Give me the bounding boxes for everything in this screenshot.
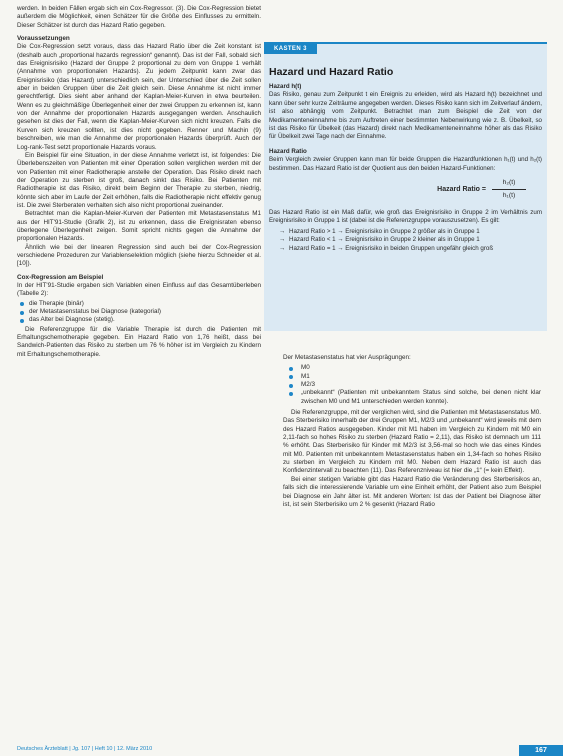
intro-paragraph: werden. In beiden Fällen ergab sich ein Cox-Regressor. (3). Die Cox-Regression bietet außerdem die Möglichkeit, einen Schätzer für die Größe des Einflusses zu ermitteln. Dieser Schätzer ist durch das Hazard Ratio gegeben. [17, 5, 261, 29]
info-box-kasten-3 [264, 42, 547, 331]
list-item: → Hazard Ratio < 1 → Ereignisrisiko in Gruppe 2 kleiner als in Gruppe 1 [279, 236, 480, 244]
hazard-heading: Hazard h(t) [269, 83, 302, 90]
figure-paragraph: Betrachtet man die Kaplan-Meier-Kurven der Patienten mit Metastasenstatus M1 aus der HIT'91-Studie (Grafik 2), ist zu erkennen, dass die Ereignisraten ebenso überlegene Überlegenheit zeigen. Somit spricht nichts gegen die Annahme der proportionalen Hazards. [17, 210, 261, 243]
box-title: Hazard und Hazard Ratio [269, 66, 394, 78]
reference-group-paragraph: Die Referenzgruppe für die Variable Therapie ist durch die Patienten mit Erhaltungschemotherapie gegeben. Ein Hazard Ratio von 1,76 heißt, dass bei Sandwich-Patienten das Risiko zu sterben um 76 % höher ist im Vergleich zu Kindern mit Erhaltungschemotherapie. [17, 325, 261, 358]
hazard-ratio-formula [269, 176, 542, 206]
bullet-icon [20, 311, 24, 315]
list-item: M0 [283, 364, 541, 372]
bullet-icon [20, 319, 24, 323]
bullet-icon [20, 302, 24, 306]
arrow-right-icon: → [279, 244, 286, 252]
ratio-heading: Hazard Ratio [269, 147, 307, 155]
right-column [283, 354, 541, 509]
metastasis-intro: Der Metastasenstatus hat vier Ausprägungen: [283, 354, 411, 361]
bullet-icon [289, 375, 293, 379]
hazard-paragraph: Das Risiko, genau zum Zeitpunkt t ein Ereignis zu erleiden, wird als Hazard h(t) bezeichnet und kann über sehr kurze Zeiträume angegeben werden. Dieses Risiko kann sich im Zeitverlauf ändern, ist also abhängig vom Zeitpunkt. Betrachtet man zum Beispiel die Zeit von der Medikamenteneinnahme bis zum Auftreten einer bestimmten Nebenwirkung wie z. B. Übelkeit, so ist das Risiko für Übelkeit (das Hazard) direkt nach Medikamenteneinnahme höher als das Risiko für Übelkeit zwei Tage nach der Einnahme. [269, 91, 542, 141]
list-item: M2/3 [283, 381, 541, 389]
continuous-variable-paragraph: Bei einer stetigen Variable gibt das Hazard Ratio die Veränderung des Sterberisikos an, falls sich die interessierende Variable um eine Einheit erhöht, der Patient also zum Beispiel bei Diagnose ein Jahr älter ist. Mit anderen Worten: Ist das der Patient bei Diagnose älter ist, ist sein Sterberisiko um 2 % gesenkt (Hazard Ratio [283, 475, 541, 508]
arrow-right-icon: → [279, 227, 286, 235]
list-item: → Hazard Ratio > 1 → Ereignisrisiko in Gruppe 2 größer als in Gruppe 1 [279, 227, 480, 235]
list-item: „unbekannt“ (Patienten mit unbekanntem Status sind solche, bei denen nicht klar zwischen M0 und M1 unterschieden werden konnte). [283, 389, 541, 406]
example-paragraph: Ein Beispiel für eine Situation, in der diese Annahme verletzt ist, ist folgendes: Die Überlebenszeiten von Patienten mit einer Operation sollen verglichen werden mit der von Patienten mit einer Radiotherapie anstelle der Operation. Das Risiko direkt nach der Operation zu sterben ist groß, danach sinkt das Risiko. Bei Patienten mit Radiotherapie ist das Risiko, direkt beim Beginn der Therapie zu sterben, niedrig, könnte sich aber im Laufe der Zeit erhöhen, falls die Radiotherapie nicht effektiv genug ist. Die zwei Sterberaten verhalten sich also nicht proportional zueinander. [17, 151, 261, 209]
left-column [17, 5, 261, 359]
page-number: 167 [519, 745, 563, 756]
journal-line: Deutsches Ärzteblatt | Jg. 107 | Heft 10 | 12. März 2010 [17, 746, 153, 752]
list-item: → Hazard Ratio = 1 → Ereignisrisiko in beiden Gruppen ungefähr gleich groß [279, 244, 494, 252]
list-item: der Metastasenstatus bei Diagnose (kategorial) [17, 308, 261, 316]
formula-label: Hazard Ratio = [437, 186, 486, 194]
formula-denominator: h₁(t) [502, 192, 516, 200]
list-item: M1 [283, 373, 541, 381]
formula-numerator: h₂(t) [502, 179, 516, 187]
voraussetzungen-paragraph: Die Cox-Regression setzt voraus, dass das Hazard Ratio über die Zeit konstant ist (deshalb auch „proportional hazards regression“ genannt). Das ist der Fall, sobald sich das Ereignisrisiko (Hazard der Gruppe 2 proportional zu dem von Gruppe 1 verhält (Annahme von proportionalen Hazards). Zu jedem Zeitpunkt kann zwar das Ereignisrisiko (das Hazard) unterschiedlich sein, der Unterschied über die Zeit sollen aber in beiden Gruppen über die Zeit gleich sein. Diese Annahme ist nicht immer gerechtfertigt. Dies sieht aber anhand der Kaplan-Meier-Kurven in etwa beurteilen. Wenn es zu gleichmäßige Überlegenheit einer der zwei Gruppen zu erkennen ist, kann von der Annahme der proportionalen Hazards ausgegangen werden. Anschaulich gesehen ist dies der Fall, wenn die Kaplan-Meier-Kurven sich nicht kreuzen. Falls die Kurven sich kreuzen sollten, ist dies nicht gegeben. Renner und Machin (9) beschreiben, wie man die Annahme der proportionalen Hazards überprüft. Auch der Log-rank-Test setzt proportionale Hazards voraus. [17, 43, 261, 151]
reference-paragraph: Die Referenzgruppe, mit der verglichen wird, sind die Patienten mit Metastasenstatus M0. Das Sterberisiko innerhalb der drei Gruppen M1, M2/3 und „unbekannt“ wird jeweils mit dem des Hazard Ratios ausgegeben. Kinder mit M1 haben im Vergleich zu Kindern mit M0 ein 2,11-fach so hohes Risiko zu sterben (Hazard Ratio = 2,11), das Risiko ist demnach um 111 % erhöht. Das Sterberisiko für Kinder mit M2/3 ist 3,56-mal so hoch wie das eines Kindes mit M0. Patienten mit unbekanntem Metastasenstatus haben ein 1,34-fach so hohes Risiko zu sterben im Vergleich zu Kindern mit M0. Neben dem Hazard Ratio ist auch das Konfidenzintervall zu beachten (11). Das Referenzniveau ist hier die „1“ (= kein Effekt). [283, 409, 541, 475]
section-heading-cox-example: Cox-Regression am Beispiel [17, 273, 104, 281]
page-footer [0, 745, 563, 756]
list-item: das Alter bei Diagnose (stetig). [17, 316, 261, 324]
bullet-icon [289, 392, 293, 396]
formula-fraction [492, 178, 526, 201]
cox-paragraph: In der HIT'91-Studie ergaben sich Variablen einen Einfluss auf das Gesamtüberleben (Tabelle 2): [17, 282, 261, 298]
arrow-right-icon: → [279, 236, 286, 244]
fraction-bar [492, 189, 526, 190]
metastasis-levels-list [283, 364, 541, 406]
cox-variable-list [17, 300, 261, 325]
bullet-icon [289, 384, 293, 388]
selection-paragraph: Ähnlich wie bei der linearen Regression sind auch bei der Cox-Regression verschiedene Prozeduren zur Variablenselektion möglich (siehe hierzu Schneider et al. [10]). [17, 243, 261, 268]
section-heading-voraussetzungen: Voraussetzungen [17, 35, 70, 43]
ratio-paragraph: Beim Vergleich zweier Gruppen kann man für beide Gruppen die Hazardfunktionen h₁(t) und h₂(t) bestimmen. Das Hazard Ratio ist der Quotient aus den beiden Hazard-Funktionen: [269, 156, 542, 172]
box-tag: KASTEN 3 [264, 44, 317, 54]
ratio-explanation: Das Hazard Ratio ist ein Maß dafür, wie groß das Ereignisrisiko in Gruppe 2 im Verhältnis zum Ereignisrisiko in Gruppe 1 ist (dabei ist die Referenzgruppe vorauszusetzen). Es gilt: [269, 209, 542, 225]
ratio-rules-list [269, 228, 542, 253]
list-item: die Therapie (binär) [17, 300, 261, 308]
bullet-icon [289, 367, 293, 371]
box-body [269, 83, 542, 253]
